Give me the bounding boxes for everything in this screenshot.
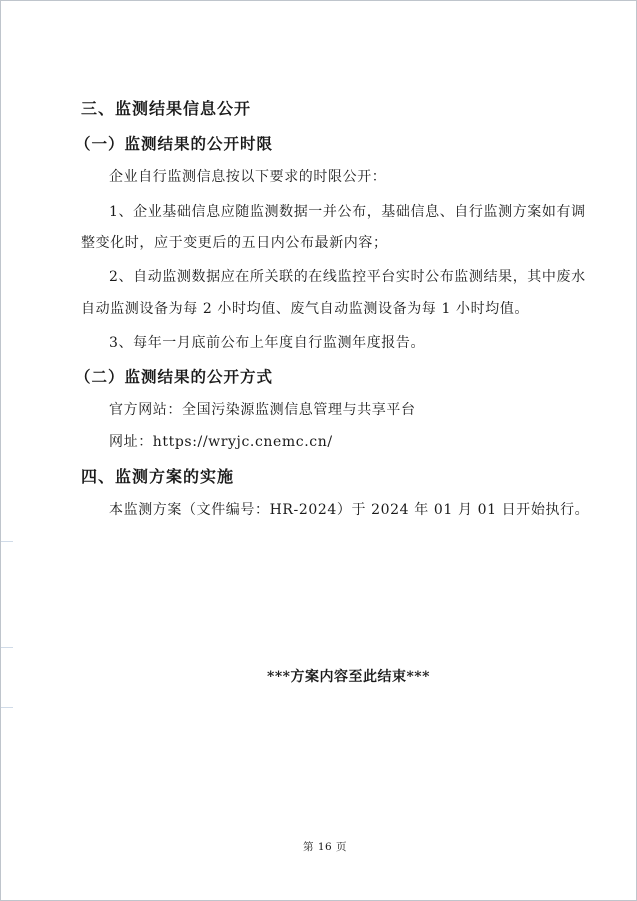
scan-artifact bbox=[1, 647, 13, 648]
scan-artifact bbox=[1, 541, 13, 542]
section-4-heading: 四、监测方案的实施 bbox=[81, 467, 235, 486]
section-3-heading: 三、监测结果信息公开 bbox=[81, 99, 252, 118]
item-3: 3、每年一月底前公布上年度自行监测年度报告。 bbox=[109, 335, 426, 351]
item-2-line-2: 自动监测设备为每 2 小时均值、废气自动监测设备为每 1 小时均值。 bbox=[81, 301, 530, 317]
item-1-line-1: 1、企业基础信息应随监测数据一并公布，基础信息、自行监测方案如有调 bbox=[109, 204, 586, 220]
page-number: 第 16 页 bbox=[303, 841, 348, 853]
item-1-line-2: 整变化时，应于变更后的五日内公布最新内容； bbox=[81, 235, 388, 251]
scan-artifact bbox=[1, 707, 13, 708]
implementation-paragraph: 本监测方案（文件编号：HR-2024）于 2024 年 01 月 01 日开始执行。 bbox=[109, 502, 590, 518]
official-website-line: 官方网站：全国污染源监测信息管理与共享平台 bbox=[109, 402, 416, 418]
end-of-document-note: ***方案内容至此结束*** bbox=[267, 669, 430, 685]
subsection-2-heading: （二）监测结果的公开方式 bbox=[75, 367, 274, 386]
intro-paragraph: 企业自行监测信息按以下要求的时限公开： bbox=[109, 169, 387, 185]
subsection-1-heading: （一）监测结果的公开时限 bbox=[75, 134, 274, 153]
item-2-line-1: 2、自动监测数据应在所关联的在线监控平台实时公布监测结果，其中废水 bbox=[109, 269, 586, 285]
url-line: 网址：https://wryjc.cnemc.cn/ bbox=[109, 434, 333, 450]
